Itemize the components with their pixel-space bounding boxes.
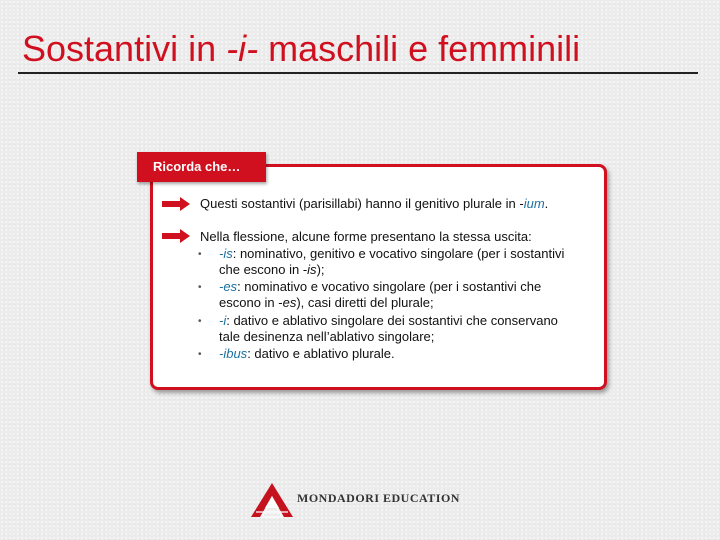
bullet-ibus-line1 — [219, 346, 395, 363]
point1-lead: Questi sostantivi (parisillabi) hanno il genitivo plurale in - — [200, 196, 524, 211]
bullet-is-line1 — [219, 246, 564, 263]
bullet-is-line2 — [219, 262, 325, 279]
mondadori-logo-icon — [250, 482, 294, 518]
ending-i: -i — [219, 313, 227, 328]
point1-ending: ium — [523, 196, 545, 211]
bullet-is-desc: : nominativo, genitivo e vocativo singolare (per i sostantivi — [232, 246, 565, 261]
bullet-es-line2 — [219, 295, 434, 312]
bullet-is-line2b: ); — [316, 262, 325, 277]
bullet-es-line1 — [219, 279, 541, 296]
title-part1: Sostantivi in — [22, 28, 227, 69]
bullet-es-line2em: es — [282, 295, 297, 310]
bullet-i-line1 — [219, 313, 558, 330]
bullet-ibus-desc: : dativo e ablativo plurale. — [247, 346, 395, 361]
bullet-es-line2b: ), casi diretti del plurale; — [296, 295, 434, 310]
bullet-es-line2a: escono in - — [219, 295, 283, 310]
bullet-marker: • — [198, 249, 202, 260]
point1-tail: . — [544, 196, 549, 211]
bullet-marker: • — [198, 282, 202, 293]
bullet-marker: • — [198, 316, 202, 327]
ending-es: -es — [219, 279, 238, 294]
point1-text — [200, 196, 548, 213]
title-divider — [18, 72, 698, 74]
bullet-i-desc: : dativo e ablativo singolare dei sostantivi che conservano — [226, 313, 558, 328]
slide-title — [22, 28, 580, 70]
reminder-tab: Ricorda che… — [137, 152, 266, 182]
bullet-es-desc: : nominativo e vocativo singolare (per i sostantivi che — [237, 279, 542, 294]
arrow-right-icon — [162, 197, 190, 211]
ending-is: -is — [219, 246, 233, 261]
title-italic: -i- — [226, 28, 259, 69]
title-part2: maschili e femminili — [258, 28, 581, 69]
publisher-name: MONDADORI EDUCATION — [297, 491, 460, 505]
bullet-marker: • — [198, 349, 202, 360]
arrow-right-icon — [162, 229, 190, 243]
bullet-is-line2em: is — [307, 262, 317, 277]
point2-intro: Nella flessione, alcune forme presentano la stessa uscita: — [200, 229, 532, 244]
bullet-is-line2a: che escono in - — [219, 262, 308, 277]
ending-ibus: -ibus — [219, 346, 248, 361]
bullet-i-line2: tale desinenza nell’ablativo singolare; — [219, 329, 435, 344]
